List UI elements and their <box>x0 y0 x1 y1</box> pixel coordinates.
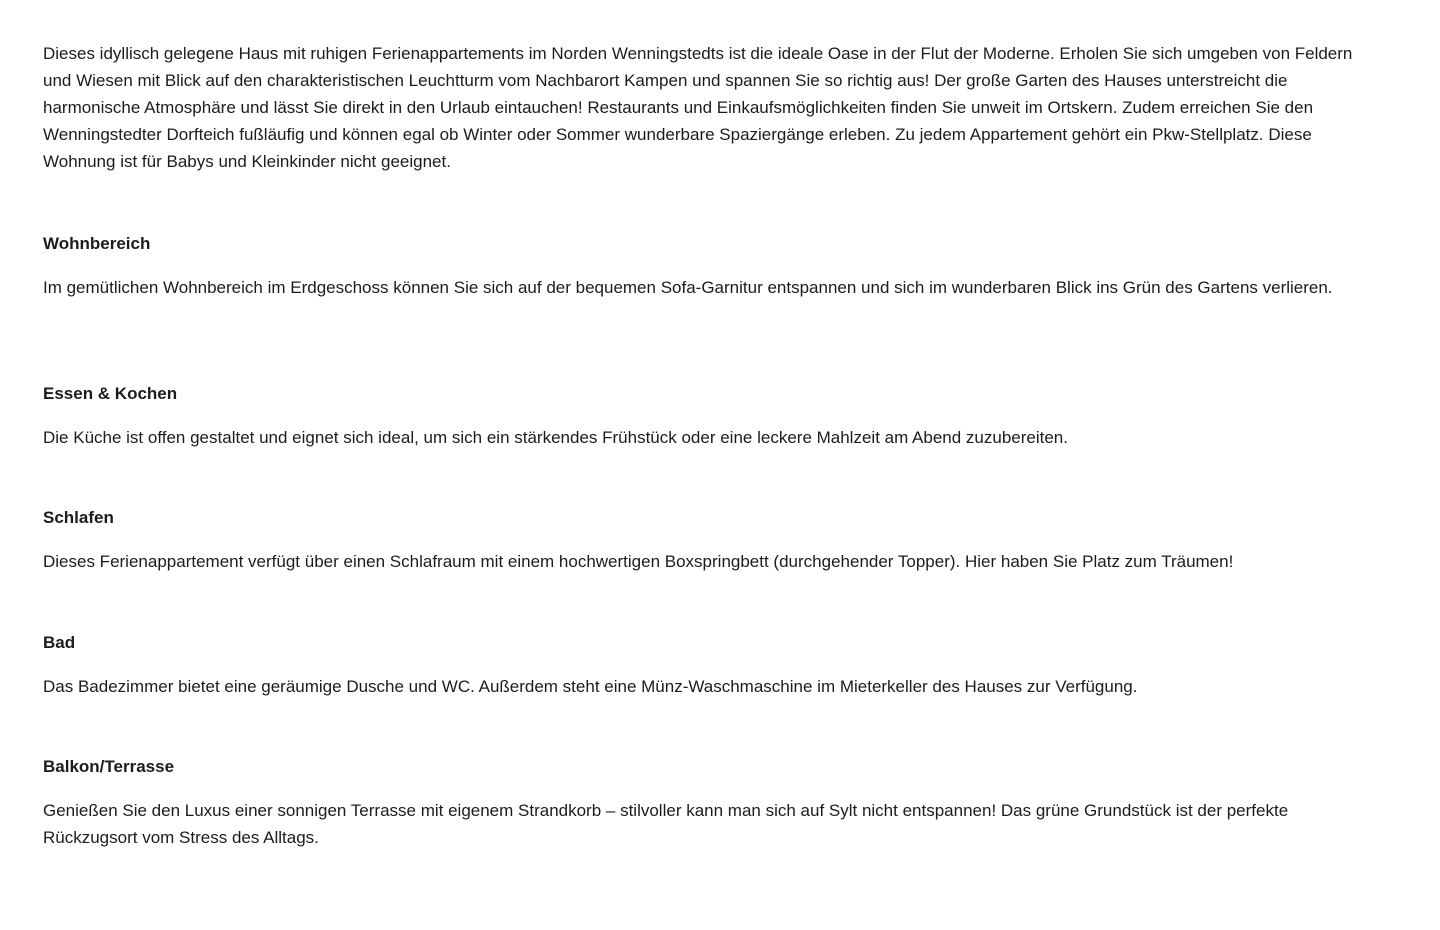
section-wohnbereich <box>43 233 1368 301</box>
section-essen-kochen <box>43 383 1368 451</box>
section-text: Die Küche ist offen gestaltet und eignet sich ideal, um sich ein stärkendes Frühstück oder eine leckere Mahlzeit am Abend zuzubereiten. <box>43 428 1068 447</box>
section-text: Im gemütlichen Wohnbereich im Erdgeschoss können Sie sich auf der bequemen Sofa-Garnitur entspannen und sich im wunderbaren Blick ins Grün des Gartens verlieren. <box>43 278 1333 297</box>
section-heading: Wohnbereich <box>43 234 151 253</box>
section-balkon-terrasse <box>43 756 1368 851</box>
section-schlafen <box>43 507 1368 575</box>
section-text: Dieses Ferienappartement verfügt über einen Schlafraum mit einem hochwertigen Boxspringbett (durchgehender Topper). Hier haben Sie Platz zum Träumen! <box>43 552 1234 571</box>
section-text: Das Badezimmer bietet eine geräumige Dusche und WC. Außerdem steht eine Münz-Waschmaschine im Mieterkeller des Hauses zur Verfügung. <box>43 677 1138 696</box>
section-heading: Bad <box>43 633 76 652</box>
section-heading: Balkon/Terrasse <box>43 757 175 776</box>
intro-paragraph: Dieses idyllisch gelegene Haus mit ruhigen Ferienappartements im Norden Wenningstedts ist die ideale Oase in der Flut der Moderne. Erholen Sie sich umgeben von Feldern und Wiesen mit Blick auf den charakteristischen Leuchtturm vom Nachbarort Kampen und spannen Sie so richtig aus! Der große Garten des Hauses unterstreicht die harmonische Atmosphäre und lässt Sie direkt in den Urlaub eintauchen! Restaurants und Einkaufsmöglichkeiten finden Sie unweit im Ortskern. Zudem erreichen Sie den Wenningstedter Dorfteich fußläufig und können egal ob Winter oder Sommer wunderbare Spaziergänge erleben. Zu jedem Appartement gehört ein Pkw-Stellplatz. Diese Wohnung ist für Babys und Kleinkinder nicht geeignet. <box>43 44 1353 171</box>
section-text: Genießen Sie den Luxus einer sonnigen Terrasse mit eigenem Strandkorb – stilvoller kann man sich auf Sylt nicht entspannen! Das grüne Grundstück ist der perfekte Rückzugsort vom Stress des Alltags. <box>43 801 1289 847</box>
section-bad <box>43 632 1368 700</box>
section-heading: Schlafen <box>43 508 114 527</box>
section-heading: Essen & Kochen <box>43 384 178 403</box>
